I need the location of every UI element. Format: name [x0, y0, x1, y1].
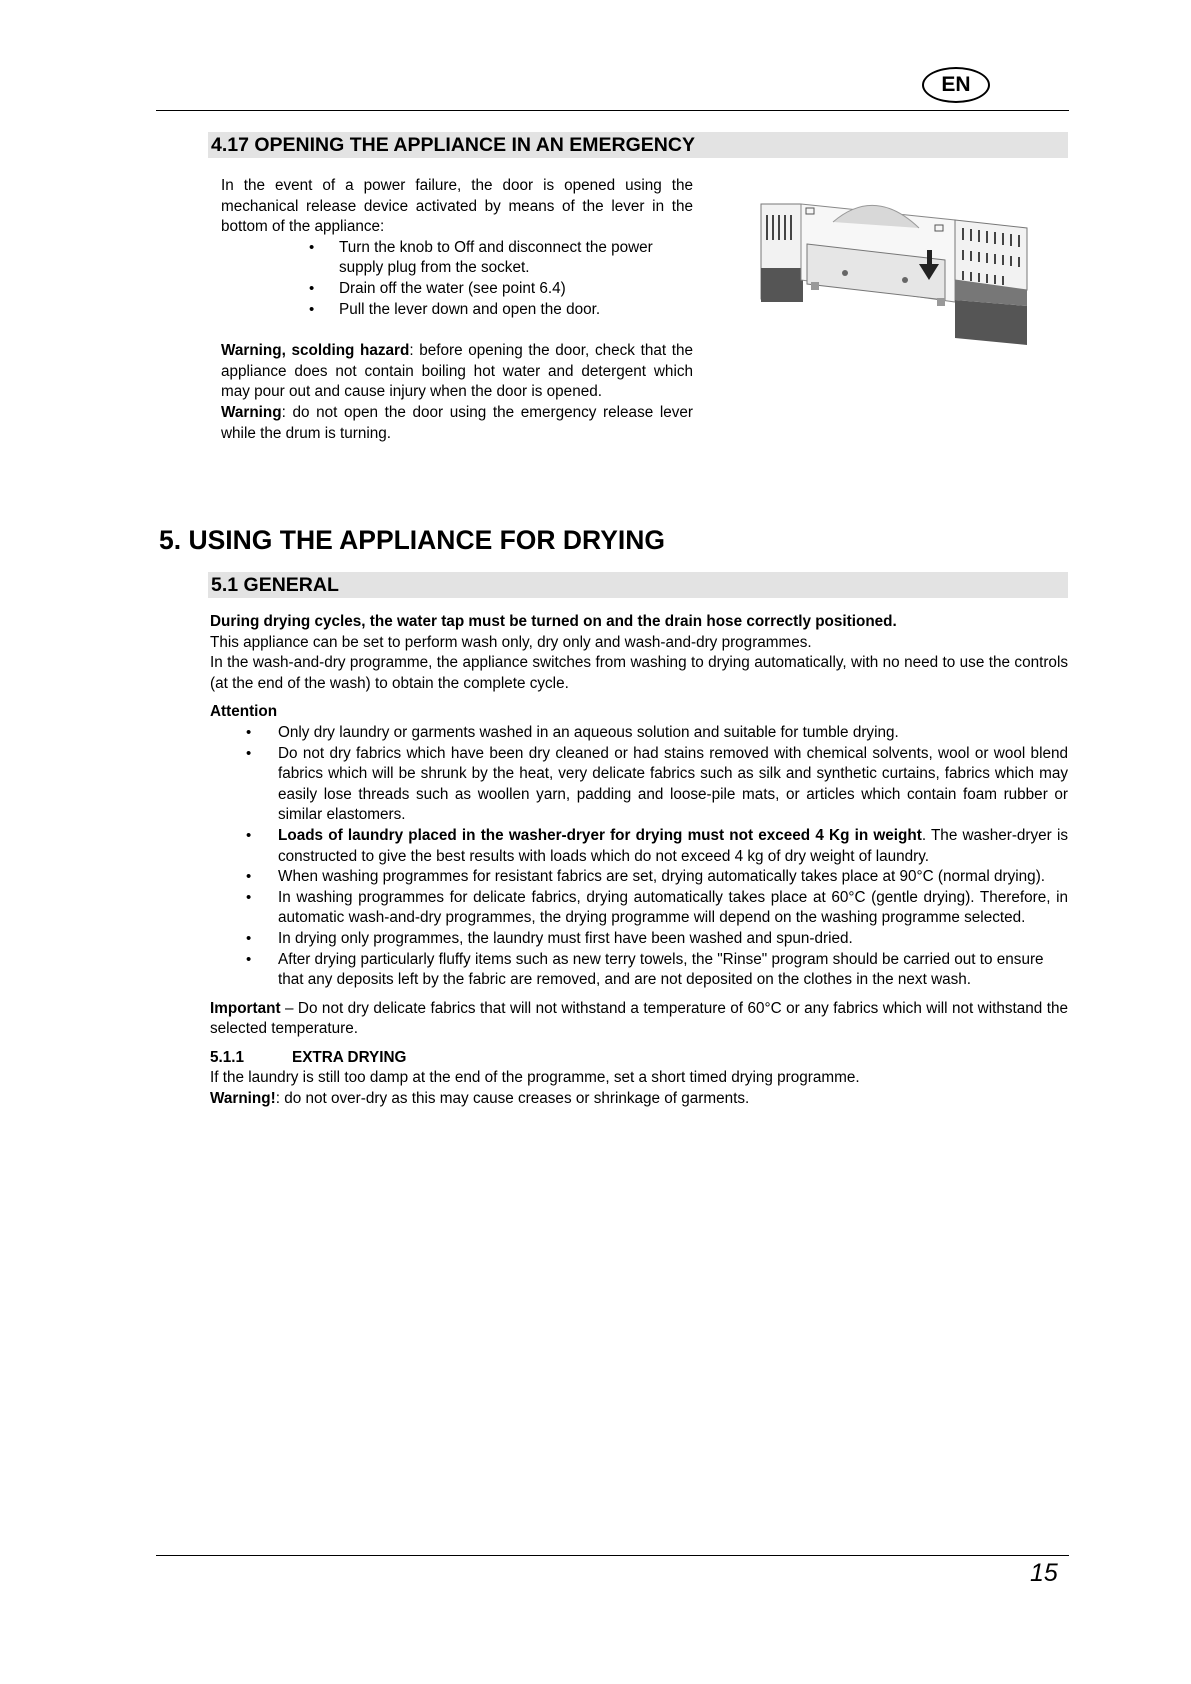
list-item: • Drain off the water (see point 6.4): [339, 279, 693, 300]
drying-attention-list: [278, 723, 1068, 991]
load-limit-text: . The washer-dryer is constructed to give the best results with loads which do not exceed 4 kg of dry weight of laundry.: [278, 826, 1068, 865]
page-number: 15: [1030, 1559, 1058, 1587]
subsection-number: 5.1.1: [210, 1048, 245, 1066]
load-limit-bold: Loads of laundry placed in the washer-dryer for drying must not exceed 4 Kg in weight: [278, 826, 922, 844]
drum-warning-text: : do not open the door using the emergency release lever while the drum is turning.: [221, 403, 693, 442]
scald-warning-text: : before opening the door, check that the appliance does not contain boiling hot water and detergent which may pour out and cause injury when the door is opened.: [221, 342, 693, 401]
footer-rule: [156, 1555, 1069, 1556]
drum-warning-label: Warning: [221, 403, 282, 421]
list-item: • Do not dry fabrics which have been dry cleaned or had stains removed with chemical solvents, wool or wool blend fabrics which will be shrunk by the heat, very delicate fabrics such as silk and synthetic curtains, fabrics which may easily lose threads such as woollen yarn, padding and loose-pile mats, or articles which contain foam rubber or similar elastomers.: [278, 744, 1068, 826]
scald-warning-label: Warning, scolding hazard: [221, 342, 410, 360]
emergency-intro: In the event of a power failure, the door is opened using the mechanical release device activated by means of the lever in the bottom of the appliance:: [221, 177, 693, 236]
overdry-warning-text: : do not over-dry as this may cause creases or shrinkage of garments.: [275, 1090, 750, 1108]
language-badge: EN: [922, 67, 990, 103]
overdry-warning: [210, 1089, 1068, 1110]
subsection-5-1-1-title: [210, 1048, 1068, 1069]
emergency-steps: [339, 238, 693, 320]
header-rule: [156, 110, 1069, 111]
section-5-1-title: 5.1 GENERAL: [208, 572, 1068, 598]
general-lead-bold: During drying cycles, the water tap must be turned on and the drain hose correctly positioned.: [210, 613, 897, 630]
extra-drying-text: If the laundry is still too damp at the end of the programme, set a short timed drying programme.: [210, 1069, 860, 1087]
overdry-warning-label: Warning!: [210, 1090, 276, 1108]
important-text: – Do not dry delicate fabrics that will not withstand a temperature of 60°C or any fabrics which will not withstand the selected temperature.: [210, 999, 1068, 1038]
general-lead-p2: In the wash-and-dry programme, the appliance switches from washing to drying automatically, with no need to use the controls (at the end of the wash) to obtain the complete cycle.: [210, 654, 1068, 692]
emergency-text-block: [221, 176, 693, 444]
general-lead-p1: This appliance can be set to perform wash only, dry only and wash-and-dry programmes.: [210, 633, 812, 651]
list-item: • In drying only programmes, the laundry must first have been washed and spun-dried.: [278, 929, 1068, 950]
section-4-17-title: 4.17 OPENING THE APPLIANCE IN AN EMERGENCY: [208, 132, 1068, 158]
scald-warning: [221, 341, 693, 403]
list-item: • When washing programmes for resistant fabrics are set, drying automatically takes place at 90°C (normal drying).: [278, 867, 1068, 888]
attention-label: Attention: [210, 703, 278, 721]
list-item: • After drying particularly fluffy items such as new terry towels, the "Rinse" program should be carried out to ensure that any deposits left by the fabric are removed, and are not deposited on the clothes in the next wash.: [278, 950, 1068, 991]
general-text-block: [210, 612, 1068, 1110]
important-note: [210, 999, 1068, 1040]
emergency-lever-illustration: [705, 180, 1070, 370]
subsection-title: EXTRA DRYING: [292, 1048, 407, 1066]
list-item: • Only dry laundry or garments washed in an aqueous solution and suitable for tumble drying.: [278, 723, 1068, 744]
list-item: • In washing programmes for delicate fabrics, drying automatically takes place at 60°C (gentle drying). Therefore, in automatic wash-and-dry programmes, the drying programme will depend on the washing programme selected.: [278, 888, 1068, 929]
list-item: [278, 826, 1068, 867]
chapter-5-title: 5. USING THE APPLIANCE FOR DRYING: [159, 525, 665, 555]
list-item: • Turn the knob to Off and disconnect the power supply plug from the socket.: [339, 238, 693, 279]
important-label: Important: [210, 999, 281, 1017]
drum-warning: [221, 403, 693, 444]
list-item: • Pull the lever down and open the door.: [339, 300, 693, 321]
